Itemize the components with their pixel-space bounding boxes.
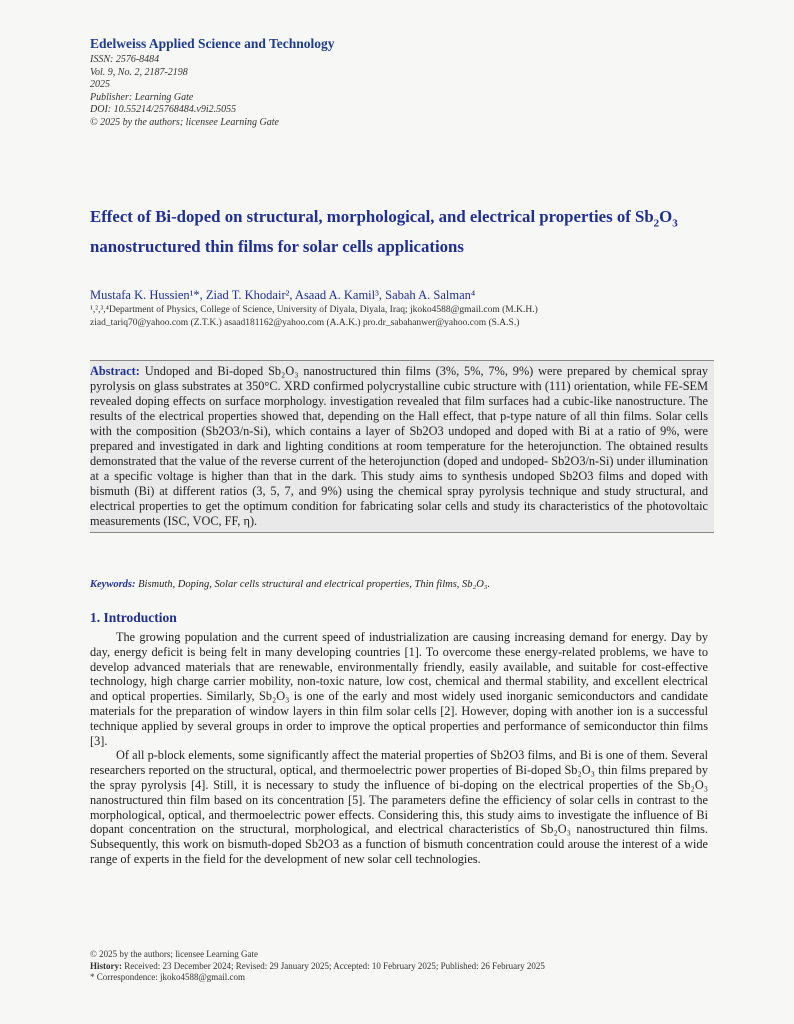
journal-title: Edelweiss Applied Science and Technology [90, 36, 335, 51]
year: 2025 [90, 79, 110, 90]
title-sub-2: 3 [672, 217, 678, 230]
journal-meta [90, 54, 335, 129]
publisher: Publisher: Learning Gate [90, 91, 194, 103]
footer [90, 949, 710, 984]
abstract-text: Undoped and Bi-doped Sb₂O₃ nanostructured thin films (3%, 5%, 7%, 9%) were prepared by chemical spray pyrolysis on glass substrates at 350°C. XRD confirmed polycrystalline cubic structure with (111) orientation, while FE-SEM revealed doping effects on surface morphology. investigation revealed that film surfaces had a cubic-like nanostructure. The results of the electrical properties showed that, depending on the Hall effect, that p-type nature of all thin films. Solar cells with the composition (Sb2O3/n-Si), which contains a layer of Sb2O3 undoped and doped with Bi at a ratio of 9%, were prepared and investigated in dark and lighting conditions at room temperature for the heterojunction. The obtained results demonstrated that the value of the reverse current of the heterojunction (doped and undoped- Sb2O3/n-Si) under illumination at a specific voltage is higher than that in the dark. This study aims to synthesis undoped Sb2O3 films and doped with bismuth (Bi) at different ratios (3, 5, 7, and 9%) using the chemical spray pyrolysis technique and study structural, and electrical properties to get the optimum condition for fabricating solar cells and study its characteristics of the photovoltaic measurements (ISC, VOC, FF, η). [90, 364, 708, 528]
title-text-2: nanostructured thin films for solar cells applications [90, 237, 464, 257]
doi[interactable]: DOI: 10.55214/25768484.v9i2.5055 [90, 104, 237, 115]
journal-header [90, 36, 335, 129]
copyright: © 2025 by the authors; licensee Learning Gate [90, 116, 279, 128]
footer-history [90, 961, 710, 973]
abstract-box [90, 360, 714, 533]
introduction-heading: 1. Introduction [90, 610, 177, 625]
authors: Mustafa K. Hussien¹*, Ziad T. Khodair², Asaad A. Kamil³, Sabah A. Salman⁴ [90, 288, 476, 302]
history-label: History: [90, 960, 122, 971]
title-text-mid: O [659, 207, 673, 226]
volume: Vol. 9, No. 2, 2187-2198 [90, 66, 188, 78]
intro-paragraph-1: The growing population and the current speed of industrialization are causing increasing demand for energy. Day by day, energy deficit is being felt in many developing countries [1]. To overcome these energy-related problems, we have to develop advanced materials that are renewable, environmentally friendly, easily available, and suitable for cost-effective technology, high charge carrier mobility, non-toxic nature, low cost, chemical and thermal stability, and excellent electrical and optical properties. Similarly, Sb₂O₃ is one of the early and most widely used inorganic semiconductors and candidate materials for the preparation of window layers in thin film solar cells [2]. However, doping with another ion is a successful technique applied by several groups in order to improve the optical properties and performance of semiconductor thin films [3]. [90, 630, 708, 748]
abstract-label: Abstract: [90, 364, 140, 378]
title-text-1: Effect of Bi-doped on structural, morphological, and electrical properties of Sb [90, 207, 654, 226]
article-title [90, 205, 720, 259]
footer-correspondence: * Correspondence: jkoko4588@gmail.com [90, 972, 246, 982]
issn: ISSN: 2576-8484 [90, 54, 160, 65]
history-text: Received: 23 December 2024; Revised: 29 January 2025; Accepted: 10 February 2025; Published: 26 February 2025 [122, 960, 545, 971]
affiliation-line-1: ¹,²,³,⁴Department of Physics, College of Science, University of Diyala, Diyala, Iraq; jkoko4588@gmail.com (M.K.H.) [90, 305, 538, 315]
footer-copyright: © 2025 by the authors; licensee Learning Gate [90, 949, 259, 959]
intro-paragraph-2: Of all p-block elements, some significantly affect the material properties of Sb2O3 films, and Bi is one of them. Several researchers reported on the structural, optical, and thermoelectric power properties of Bi-doped Sb₂O₃ thin films prepared by the spray pyrolysis [4]. Still, it is necessary to study the influence of bi-doping on the electrical properties of the Sb₂O₃ nanostructured thin film based on its concentration [5]. The parameters define the efficiency of solar cells in contrast to the morphological, optical, and thermoelectric power effects. Considering this, this study aims to investigate the influence of Bi dopant concentration on the structural, morphological, and electrical characteristics of Sb₂O₃ nanostructured thin films. Subsequently, this work on bismuth-doped Sb2O3 as a function of bismuth concentration could arouse the interest of a wide range of experts in the field for the development of new solar cell technologies. [90, 748, 708, 866]
title-sub-1: 2 [653, 217, 660, 230]
affiliation-line-2: ziad_tariq70@yahoo.com (Z.T.K.) asaad181162@yahoo.com (A.A.K.) pro.dr_sabahanwer@yahoo.com (S.A.S.) [90, 318, 520, 328]
keywords-label: Keywords: [90, 579, 136, 590]
keywords-text: Bismuth, Doping, Solar cells structural and electrical properties, Thin films, Sb₂O₃. [135, 579, 491, 590]
keywords [90, 579, 710, 590]
affiliations [90, 304, 710, 330]
introduction-body [90, 630, 708, 867]
